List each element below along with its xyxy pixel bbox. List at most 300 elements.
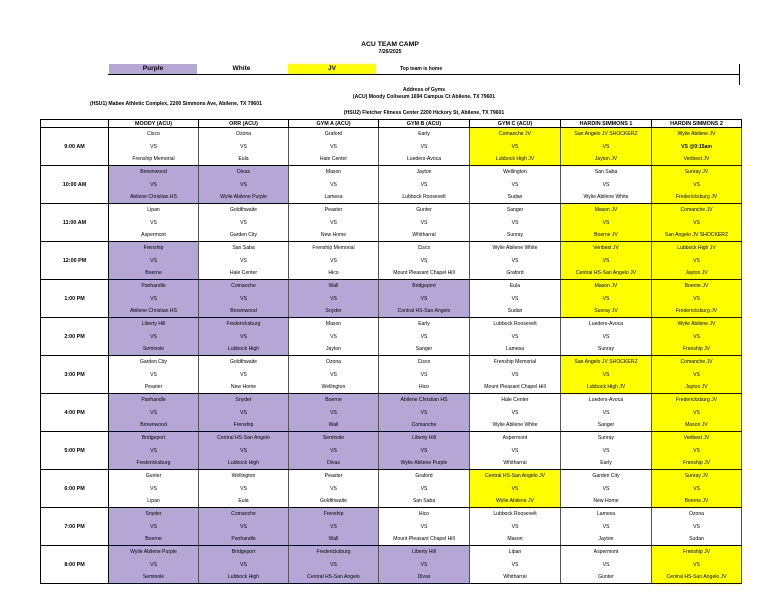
game-cell xyxy=(561,508,652,546)
time-slot-row xyxy=(41,356,742,394)
time-label: 4:00 PM xyxy=(41,394,109,432)
home-team: Lipan xyxy=(508,549,522,555)
vs-label: VS xyxy=(693,561,700,568)
game-cell xyxy=(652,166,742,204)
vs-label: VS xyxy=(150,447,157,454)
home-team: Lueders-Avoca xyxy=(588,321,624,327)
time-label: 6:00 PM xyxy=(41,470,109,508)
home-team: Fredericksburg xyxy=(316,549,351,555)
home-team: Wall xyxy=(328,283,339,289)
address-hsu2: (HSU2) Fletcher Fitness Center 2200 Hickory St, Abilene, TX 79601 xyxy=(343,110,505,116)
game-cell xyxy=(470,394,561,432)
vs-label: VS xyxy=(693,371,700,378)
away-team: San Saba xyxy=(412,498,436,504)
time-label: 9:00 AM xyxy=(41,128,109,166)
away-team: Lubbock High JV xyxy=(586,384,626,390)
column-header: HARDIN SIMMONS 2 xyxy=(652,120,742,128)
vs-label: VS xyxy=(693,447,700,454)
away-team: Abilene Christian HS xyxy=(130,308,177,314)
away-team: Boerne xyxy=(145,536,162,542)
time-label: 2:00 PM xyxy=(41,318,109,356)
game-cell xyxy=(652,432,742,470)
addresses-title: Address of Gyms xyxy=(402,87,446,93)
vs-label: VS xyxy=(240,371,247,378)
game-cell xyxy=(199,356,289,394)
vs-label: VS xyxy=(693,523,700,530)
away-team: Frenship JV xyxy=(682,460,711,466)
vs-label: VS xyxy=(150,561,157,568)
away-team: Frenship Memorial xyxy=(132,156,175,162)
away-team: Snyder xyxy=(325,308,342,314)
game-cell xyxy=(379,508,470,546)
home-team: Aspermont xyxy=(502,435,528,441)
home-team: San Saba xyxy=(232,245,255,251)
time-slot-row xyxy=(41,204,742,242)
game-cell xyxy=(379,280,470,318)
home-team: Panhandle xyxy=(141,283,166,289)
game-cell xyxy=(199,128,289,166)
home-team: Gunter xyxy=(145,473,162,479)
away-team: Central HS-San Angelo JV xyxy=(575,270,637,276)
away-team: Seminole xyxy=(142,346,165,352)
home-team: Eula xyxy=(509,283,521,289)
home-team: Frenship Memorial xyxy=(312,245,355,251)
home-team: Fredericksburg xyxy=(226,321,261,327)
game-cell xyxy=(561,204,652,242)
away-team: Central HS-San Angelo xyxy=(307,574,360,580)
game-cell xyxy=(652,356,742,394)
time-column-header xyxy=(41,120,109,128)
game-cell xyxy=(289,356,379,394)
home-team: Wellington xyxy=(503,169,527,175)
vs-label: VS xyxy=(240,295,247,302)
vs-label: VS xyxy=(693,219,700,226)
vs-label: VS xyxy=(693,485,700,492)
home-team: Lubbock High JV xyxy=(677,245,716,251)
game-cell xyxy=(652,394,742,432)
away-team: Jayton JV xyxy=(685,270,708,276)
away-team: Wall xyxy=(328,536,339,542)
vs-label: VS xyxy=(420,561,428,568)
time-label: 3:00 PM xyxy=(41,356,109,394)
home-team: Sunray JV xyxy=(684,473,709,479)
vs-label: VS xyxy=(240,447,247,454)
game-cell xyxy=(561,470,652,508)
time-label: 12:00 PM xyxy=(41,242,109,280)
game-cell xyxy=(199,508,289,546)
color-legend xyxy=(108,64,740,74)
home-team: Liberty Hill xyxy=(412,435,436,441)
home-team: Central HS-San Angelo xyxy=(217,435,270,441)
home-team: Sunray JV xyxy=(684,169,709,175)
game-cell xyxy=(379,204,470,242)
away-team: New Home xyxy=(320,232,347,238)
legend-note: Top team is home xyxy=(400,66,443,72)
vs-label: VS xyxy=(602,523,610,530)
vs-label: VS xyxy=(511,561,519,568)
game-cell xyxy=(470,280,561,318)
game-cell xyxy=(289,546,379,584)
away-team: Divas xyxy=(327,460,340,466)
home-team: Abilene Christian HS xyxy=(400,397,448,403)
vs-label: VS xyxy=(150,485,157,492)
game-cell xyxy=(289,318,379,356)
home-team: Central HS-San Angelo JV xyxy=(484,473,546,479)
home-team: Ozona xyxy=(235,131,251,137)
away-team: Eula xyxy=(238,156,249,162)
home-team: Mason JV xyxy=(594,207,618,213)
home-team: Snyder xyxy=(145,511,162,517)
vs-label: VS xyxy=(240,181,247,188)
time-slot-row xyxy=(41,242,742,280)
vs-label: VS xyxy=(602,257,610,264)
time-label: 1:00 PM xyxy=(41,280,109,318)
game-cell xyxy=(289,394,379,432)
away-team: Goldthwaite xyxy=(320,498,347,504)
home-team: Cisco xyxy=(147,131,160,137)
vs-label: VS xyxy=(240,143,247,150)
vs-label: VS xyxy=(330,219,337,226)
vs-label: VS xyxy=(150,333,157,340)
game-cell xyxy=(652,128,742,166)
home-team: Ozona xyxy=(325,359,341,365)
away-team: Abilene Christian HS xyxy=(130,194,177,200)
game-cell xyxy=(561,318,652,356)
away-team: Hico xyxy=(418,384,430,390)
vs-label: VS xyxy=(420,371,428,378)
home-team: Veribest JV xyxy=(683,435,710,441)
home-team: Comanche JV xyxy=(680,359,713,365)
column-header: HARDIN SIMMONS 1 xyxy=(561,120,652,128)
game-cell xyxy=(289,204,379,242)
away-team: Fredericksburg JV xyxy=(675,308,718,314)
home-team: Liberty Hill xyxy=(141,321,166,327)
game-cell xyxy=(109,242,199,280)
home-team: Brownwood xyxy=(140,169,167,175)
away-team: Hale Center xyxy=(229,270,258,276)
away-team: Jayton JV xyxy=(685,384,708,390)
home-team: Hale Center xyxy=(501,397,529,403)
home-team: Lubbock Roosevelt xyxy=(493,511,537,517)
game-cell xyxy=(109,166,199,204)
vs-label: VS xyxy=(511,371,519,378)
game-cell xyxy=(379,318,470,356)
home-team: Boerne xyxy=(325,397,342,403)
game-cell xyxy=(652,546,742,584)
game-cell xyxy=(289,166,379,204)
legend-white: White xyxy=(197,64,286,74)
vs-label: VS xyxy=(240,409,247,416)
game-cell xyxy=(561,166,652,204)
game-cell xyxy=(199,432,289,470)
game-cell xyxy=(470,470,561,508)
column-header-row xyxy=(41,120,742,128)
game-cell xyxy=(470,508,561,546)
home-team: Comanche JV xyxy=(499,131,531,137)
game-cell xyxy=(199,394,289,432)
home-team: Early xyxy=(418,321,430,327)
away-team: Whitharral xyxy=(503,460,527,466)
vs-label: VS xyxy=(602,181,610,188)
game-cell xyxy=(199,318,289,356)
time-label: 7:00 PM xyxy=(41,508,109,546)
vs-label: VS xyxy=(511,447,519,454)
game-cell xyxy=(561,394,652,432)
home-team: Mason xyxy=(325,321,342,327)
game-cell xyxy=(109,546,199,584)
vs-label: VS xyxy=(420,257,428,264)
address-acu: (ACU) Moody Coliseum 1694 Campus Ct Abilene, TX 79601 xyxy=(352,94,496,100)
home-team: Ozona xyxy=(688,511,704,517)
vs-label: VS xyxy=(150,219,157,226)
away-team: Lipan xyxy=(147,498,160,504)
game-cell xyxy=(379,242,470,280)
away-team: Sunray xyxy=(597,346,615,352)
away-team: Frenship JV xyxy=(682,346,711,352)
home-team: Wylie Abilene JV xyxy=(677,131,716,137)
vs-label: VS xyxy=(693,295,700,302)
home-team: Wylie Abilene Purple xyxy=(130,549,177,555)
away-team: Gunter xyxy=(598,574,614,580)
away-team: Mount Pleasant Chapel Hill xyxy=(393,270,455,276)
away-team: Mason JV xyxy=(685,422,708,428)
away-team: Jayton JV xyxy=(594,156,618,162)
home-team: Frenship Memorial xyxy=(493,359,537,365)
vs-label: VS xyxy=(150,257,157,264)
vs-label: VS xyxy=(511,257,519,264)
legend-edge-line xyxy=(739,64,740,85)
vs-label: VS xyxy=(511,295,519,302)
home-team: Garden City xyxy=(139,359,168,365)
home-team: Bridgeport xyxy=(141,435,166,441)
vs-label: VS xyxy=(602,295,610,302)
legend-jv: JV xyxy=(288,64,376,74)
time-slot-row xyxy=(41,508,742,546)
away-team: Wylie Abilene JV xyxy=(496,498,534,504)
away-team: Sanger xyxy=(415,346,433,352)
game-cell xyxy=(470,318,561,356)
game-cell xyxy=(470,432,561,470)
home-team: Mason xyxy=(325,169,342,175)
game-cell xyxy=(109,470,199,508)
home-team: Comanche xyxy=(231,511,256,517)
away-team: Wellington xyxy=(321,384,346,390)
vs-label: VS xyxy=(420,333,428,340)
game-cell xyxy=(109,394,199,432)
vs-label: VS xyxy=(150,295,157,302)
vs-label: VS xyxy=(330,409,337,416)
time-slot-row xyxy=(41,432,742,470)
vs-label: VS xyxy=(420,181,428,188)
away-team: Comanche xyxy=(411,422,437,428)
away-team: Brownwood xyxy=(230,308,257,314)
away-team: Lubbock High xyxy=(227,346,260,352)
game-cell xyxy=(652,470,742,508)
vs-label: VS xyxy=(511,523,519,530)
game-cell xyxy=(561,546,652,584)
away-team: New Home xyxy=(230,384,257,390)
vs-label: VS xyxy=(330,447,337,454)
home-team: Jayton xyxy=(416,169,432,175)
vs-label: VS xyxy=(602,333,610,340)
vs-label: VS xyxy=(150,143,157,150)
game-cell xyxy=(109,432,199,470)
home-team: Goldthwaite xyxy=(230,207,257,213)
game-cell xyxy=(652,280,742,318)
home-team: Comanche xyxy=(231,283,256,289)
vs-label: VS xyxy=(330,257,337,264)
home-team: Snyder xyxy=(235,397,252,403)
vs-label: VS xyxy=(420,447,428,454)
game-cell xyxy=(561,356,652,394)
away-team: Sudan xyxy=(689,536,704,542)
away-team: Fredericksburg xyxy=(136,460,171,466)
home-team: Liberty Hill xyxy=(412,549,436,555)
home-team: Lipan xyxy=(147,207,160,213)
vs-label: VS xyxy=(330,295,337,302)
time-slot-row xyxy=(41,546,742,584)
game-cell xyxy=(561,128,652,166)
vs-label: VS xyxy=(240,219,247,226)
game-cell xyxy=(199,204,289,242)
away-team: Lamesa xyxy=(324,194,343,200)
away-team: Sudan xyxy=(507,308,523,314)
game-cell xyxy=(470,128,561,166)
game-cell xyxy=(652,508,742,546)
home-team: San Angelo JV SHOCKERZ xyxy=(574,131,638,137)
page-title: ACU TEAM CAMP xyxy=(361,41,419,48)
game-cell xyxy=(561,242,652,280)
home-team: Frenship xyxy=(323,511,344,517)
home-team: Lueders-Avoca xyxy=(588,397,624,403)
away-team: Mount Pleasant Chapel Hill xyxy=(484,384,546,390)
game-cell xyxy=(109,318,199,356)
home-team: Fredericksburg JV xyxy=(675,397,718,403)
vs-label: VS xyxy=(602,409,610,416)
game-cell xyxy=(470,546,561,584)
home-team: Sanger xyxy=(506,207,524,213)
game-cell xyxy=(199,470,289,508)
legend-divider xyxy=(108,74,740,85)
column-header: GYM B (ACU) xyxy=(379,120,470,128)
vs-label: VS xyxy=(511,219,519,226)
away-team: Sanger xyxy=(597,422,615,428)
vs-label: VS xyxy=(511,181,519,188)
column-header: GYM A (ACU) xyxy=(289,120,379,128)
home-team: Sunray xyxy=(597,435,615,441)
legend-purple: Purple xyxy=(109,64,197,74)
vs-label: VS xyxy=(420,523,428,530)
column-header: ORR (ACU) xyxy=(199,120,289,128)
away-team: Wylie Abilene Purple xyxy=(400,460,448,466)
game-cell xyxy=(561,280,652,318)
away-team: Lubbock Roosevelt xyxy=(402,194,446,200)
game-cell xyxy=(199,242,289,280)
game-cell xyxy=(199,166,289,204)
game-cell xyxy=(289,470,379,508)
vs-label: VS xyxy=(330,143,337,150)
time-slot-row xyxy=(41,318,742,356)
away-team: Boerne JV xyxy=(684,498,709,504)
game-cell xyxy=(470,242,561,280)
game-cell xyxy=(379,432,470,470)
game-cell xyxy=(289,242,379,280)
vs-label: VS xyxy=(693,257,700,264)
away-team: Central HS-San Angelo JV xyxy=(666,574,727,580)
away-team: Brownwood xyxy=(140,422,167,428)
page-date: 7/26/2025 xyxy=(378,49,402,55)
schedule-table xyxy=(40,119,742,584)
game-cell xyxy=(379,546,470,584)
away-team: Lubbock High xyxy=(227,460,260,466)
away-team: Lubbock High xyxy=(227,574,260,580)
away-team: Sudan xyxy=(507,194,523,200)
away-team: Divas xyxy=(417,574,431,580)
away-team: Graford xyxy=(506,270,524,276)
home-team: Lubbock Roosevelt xyxy=(493,321,537,327)
game-cell xyxy=(652,242,742,280)
vs-label: VS xyxy=(511,409,519,416)
away-team: Garden City xyxy=(229,232,258,238)
gym-addresses xyxy=(90,85,740,119)
home-team: Gunter xyxy=(416,207,432,213)
away-team: Lubbock High JV xyxy=(495,156,535,162)
game-cell xyxy=(289,280,379,318)
away-team: Hico xyxy=(328,270,339,276)
home-team: Frenship xyxy=(143,245,164,251)
time-label: 11:00 AM xyxy=(41,204,109,242)
vs-label: VS xyxy=(420,295,428,302)
vs-label: VS xyxy=(693,333,700,340)
vs-label: VS xyxy=(420,485,428,492)
away-team: Frenship xyxy=(233,422,254,428)
away-team: Peaster xyxy=(144,384,163,390)
home-team: Panhandle xyxy=(141,397,166,403)
game-cell xyxy=(470,356,561,394)
away-team: Jayton xyxy=(598,536,614,542)
home-team: Wellington xyxy=(231,473,256,479)
game-cell xyxy=(379,394,470,432)
time-slot-row xyxy=(41,394,742,432)
away-team: Wylie Abilene White xyxy=(583,194,629,200)
column-header: MOODY (ACU) xyxy=(109,120,199,128)
game-cell xyxy=(109,508,199,546)
address-hsu1: (HSU1) Mabee Athletic Complex, 2200 Simmons Ave, Abilene, TX 79601 xyxy=(90,101,262,107)
away-team: Hale Center xyxy=(319,156,348,162)
time-label: 8:00 PM xyxy=(41,546,109,584)
home-team: Mason JV xyxy=(594,283,618,289)
vs-label: VS xyxy=(693,409,700,416)
game-cell xyxy=(379,166,470,204)
vs-label: VS xyxy=(150,181,157,188)
home-team: Early xyxy=(418,131,430,137)
game-cell xyxy=(289,128,379,166)
vs-label: VS xyxy=(240,333,247,340)
vs-label: VS xyxy=(240,561,247,568)
away-team: Early xyxy=(600,460,612,466)
home-team: Cisco xyxy=(417,359,431,365)
away-team: Wylie Abilene Purple xyxy=(220,194,267,200)
vs-label: VS xyxy=(330,181,337,188)
vs-label: VS xyxy=(602,219,610,226)
game-cell xyxy=(289,432,379,470)
away-team: Mount Pleasant Chapel Hill xyxy=(393,536,455,542)
vs-label: VS xyxy=(330,371,337,378)
home-team: San Saba xyxy=(594,169,618,175)
away-team: Lamesa xyxy=(505,346,525,352)
vs-label: VS xyxy=(420,143,428,150)
home-team: Hico xyxy=(418,511,430,517)
